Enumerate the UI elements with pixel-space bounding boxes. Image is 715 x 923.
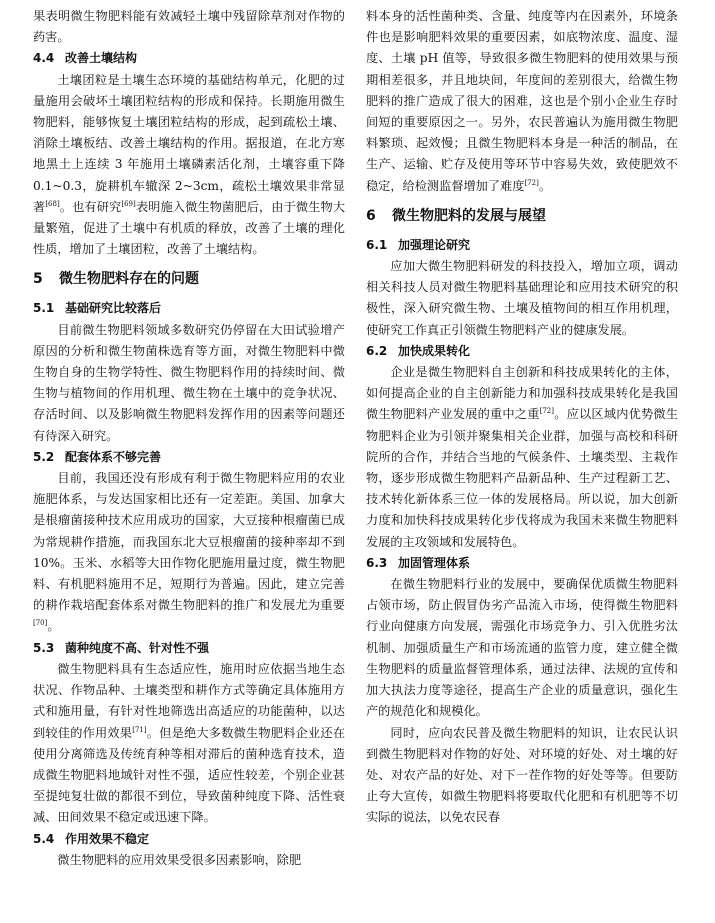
section-title: 基础研究比较落后	[65, 301, 162, 316]
text: 目前，我国还没有形成有利于微生物肥料应用的农业施肥体系，与发达国家相比还有一定差距。美国、加拿大是根瘤菌接种技术应用成功的国家，大豆接种根瘤菌已成为常规耕作措施，而我国东北大豆根瘤菌的接种率却不到 10%。玉米、水稻等大田作物化肥施用量过度，微生物肥料、有机肥料施用不足，短期行为普遍。因此，建立完善的耕作栽培配套体系对微生物肥料的推广和发展尤为重要	[33, 471, 345, 613]
text: 微生物肥料具有生态适应性，施用时应依据当地生态状况、作物品种、土壤类型和耕作方式等确定具体施用方式和施用量，有针对性地筛选出高适应的功能菌种，以达到较佳的作用效果	[33, 661, 345, 740]
section-number: 5.2	[33, 449, 55, 464]
paragraph	[33, 70, 345, 261]
citation-ref: [72]	[539, 407, 554, 416]
left-column	[33, 6, 345, 871]
section-heading-5-4	[33, 829, 345, 850]
paragraph: 微生物肥料的应用效果受很多因素影响，除肥	[57, 852, 302, 867]
paragraph: 在微生物肥料行业的发展中，要确保优质微生物肥料占领市场，防止假冒伪劣产品流入市场，使得微生物肥料行业向健康方向发展，需强化市场竞争力、引入优胜劣汰机制、加强质量生产和市场流通的监管力度，建立健全微生物肥料的质量监督管理体系，通过法律、法规的宣传和加大执法力度等途径，提高生产企业的质量意识，强化生产的规范化和规模化。	[366, 577, 678, 719]
text: 。应以区域内优势微生物肥料企业为引领并聚集相关企业群，加强与高校和科研院所的合作，并结合当地的气候条件、土壤类型、主栽作物，逐步形成微生物肥料产品新品种、生产过程新工艺、技术转化新体系三位一体的发展格局。所以说，加大创新力度和加快科技成果转化步伐将成为我国未来微生物肥料发展的主攻领域和发展特色。	[366, 407, 679, 549]
section-title: 微生物肥料的发展与展望	[392, 207, 546, 224]
right-column	[366, 6, 678, 829]
section-number: 6.1	[366, 237, 388, 252]
text: 企业是微生物肥料自主创新和科技成果转化的主体，如何提高企业的自主创新能力和加强科技成果转化是我国微生物肥料产业发展的重中之重	[366, 365, 678, 422]
text: 。	[538, 178, 551, 193]
section-number: 6.2	[366, 343, 388, 358]
text: 料本身的活性菌种类、含量、纯度等内在因素外，环境条件也是影响肥料效果的重要因素，如底物浓度、温度、湿度、土壤 pH 值等，导致很多微生物肥料的使用效果与预期相差很多，并且地块间，年度间的差别很大，给微生物肥料的推广造成了很大的困难，这也是个别小企业生存时间短的重要原因之一。另外，农民普遍认为施用微生物肥料繁琐、起效慢；且微生物肥料本身是一种活的制品，在生产、运输、贮存及使用等环节中容易失效，致使肥效不稳定，给检测监督增加了难度	[366, 9, 678, 193]
section-heading-6	[366, 205, 678, 227]
section-title: 加强理论研究	[398, 237, 471, 252]
section-heading-5-2	[33, 447, 345, 468]
paragraph	[366, 362, 678, 553]
section-number: 4.4	[33, 51, 55, 66]
section-title: 微生物肥料存在的问题	[59, 271, 199, 288]
section-heading-4-4	[33, 48, 345, 69]
citation-ref: [68]	[45, 199, 60, 208]
paragraph: 目前微生物肥料领域多数研究仍停留在大田试验增产原因的分析和微生物菌株选育等方面，对微生物肥料中微生物自身的生物学特性、微生物肥料作用的持续时间、微生物与植物间的作用机理、微生物在土壤中的竞争状况、存活时间、以及影响微生物肥料发挥作用的因素等问题还有待深入研究。	[33, 322, 345, 443]
section-heading-6-1	[366, 235, 678, 256]
section-title: 配套体系不够完善	[65, 449, 162, 464]
paragraph: 果表明微生物肥料能有效减轻土壤中残留除草剂对作物的药害。	[33, 9, 345, 45]
section-heading-6-2	[366, 341, 678, 362]
section-number: 5.1	[33, 301, 55, 316]
text: 土壤团粒是土壤生态环境的基础结构单元，化肥的过量施用会破坏土壤团粒结构的形成和保持。长期施用微生物肥料，能够恢复土壤团粒结构的形成，起到疏松土壤、消除土壤板结、改善土壤结构的作用。据报道，在北方寒地黑土上连续 3 年施用土壤磷素活化剂，土壤容重下降 0.1~0.3，旋耕机车辙深 2~3cm，疏松土壤效果非常显著	[33, 72, 345, 214]
paragraph	[33, 468, 345, 638]
citation-ref: [70]	[33, 619, 48, 628]
section-title: 菌种纯度不高、针对性不强	[65, 640, 210, 655]
text: 。也有研究	[59, 199, 122, 214]
section-title: 改善土壤结构	[65, 51, 138, 66]
text: 。	[47, 619, 60, 634]
section-heading-6-3	[366, 553, 678, 574]
section-heading-5-3	[33, 638, 345, 659]
section-number: 5	[33, 271, 43, 288]
paragraph	[366, 6, 678, 197]
section-number: 5.3	[33, 640, 55, 655]
section-heading-5	[33, 268, 345, 290]
citation-ref: [72]	[524, 178, 539, 187]
paragraph: 应加大微生物肥料研发的科技投入，增加立项，调动相关科技人员对微生物肥料基础理论和应用技术研究的积极性，深入研究微生物、土壤及植物间的相互作用机理，使研究工作真正引领微生物肥料产业的健康发展。	[366, 259, 678, 337]
section-number: 6.3	[366, 555, 388, 570]
section-title: 加固管理体系	[398, 555, 471, 570]
citation-ref: [69]	[121, 199, 136, 208]
text: 表明施入微生物菌肥后，由于微生物大量繁殖，促进了土壤中有机质的释放，改善了土壤的理化性质，增加了土壤团粒，改善了土壤结构。	[33, 199, 346, 257]
section-title: 加快成果转化	[398, 343, 471, 358]
text: 。但是绝大多数微生物肥料企业还在使用分离筛选及传统育种等相对滞后的菌种选育技术，造成微生物肥料地域针对性不强，适应性较差，个别企业甚至提纯复壮做的都很不到位，导致菌种纯度下降、活性衰减、田间效果不稳定或迅速下降。	[33, 725, 346, 825]
section-title: 作用效果不稳定	[65, 831, 150, 846]
section-number: 6	[366, 207, 376, 224]
citation-ref: [71]	[132, 725, 147, 734]
section-heading-5-1	[33, 298, 345, 319]
section-number: 5.4	[33, 831, 55, 846]
paragraph	[33, 659, 345, 829]
paragraph: 同时，应向农民普及微生物肥料的知识，让农民认识到微生物肥料对作物的好处、对环境的好处、对土壤的好处、对农产品的好处、对下一茬作物的好处等等。但要防止夸大宣传，如微生物肥料将要取代化肥和有机肥等不切实际的说法，以免农民春	[366, 725, 678, 825]
